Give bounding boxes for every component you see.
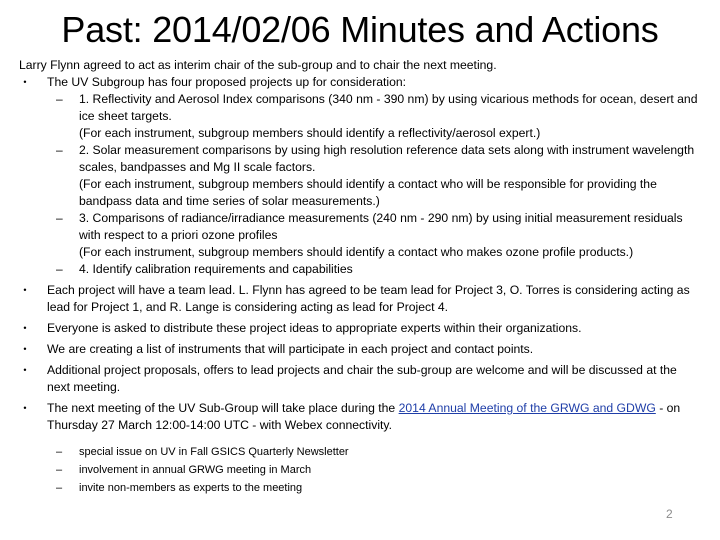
annual-meeting-link[interactable]: 2014 Annual Meeting of the GRWG and GDWG [398,401,656,415]
project-item [19,142,703,210]
bullet-text: Each project will have a team lead. L. Flynn has agreed to be team lead for Project 3, O. Torres is considering acting as lead for Project 1, and R. Lange is considering acting as lead for Project 4. [47,283,690,314]
sub-item [19,443,703,461]
dash-icon: – [56,92,63,106]
project-text: 4. Identify calibration requirements and capabilities [79,262,353,276]
project-note: (For each instrument, subgroup members should identify a contact who makes ozone profile products.) [79,245,634,259]
bullet-instruments [19,341,703,358]
sub-item-text: invite non-members as experts to the meeting [79,482,303,494]
sub-item [19,479,703,497]
project-note: (For each instrument, subgroup members should identify a contact who will be responsible for providing the bandpass data and time series of solar measurements.) [79,177,657,208]
bullet-dot-icon: • [23,344,27,354]
bullet-text: Additional project proposals, offers to lead projects and chair the sub-group are welcome and will be discussed at the next meeting. [47,363,677,394]
bullet-text-post: - on Thursday 27 March 12:00-14:00 UTC - with Webex connectivity. [47,401,681,432]
sub-item-text: special issue on UV in Fall GSICS Quarterly Newsletter [79,446,349,458]
bullet-dot-icon: • [23,323,27,333]
project-item [19,91,703,142]
dash-icon: – [56,446,63,458]
bullet-dot-icon: • [23,403,27,413]
bullet-text: The UV Subgroup has four proposed projects up for consideration: [47,75,407,89]
slide-body [19,57,703,497]
slide-title: Past: 2014/02/06 Minutes and Actions [61,9,659,50]
bullet-dot-icon: • [23,285,27,295]
bullet-proposals [19,362,703,396]
dash-icon: – [56,464,63,476]
dash-icon: – [56,262,63,276]
sub-item-text: involvement in annual GRWG meeting in March [79,464,312,476]
bullet-text: We are creating a list of instruments that will participate in each project and contact points. [47,342,534,356]
bullet-next-meeting [19,400,703,434]
bullet-dot-icon: • [23,365,27,375]
bullet-distribute [19,320,703,337]
sub-item [19,461,703,479]
project-text: 2. Solar measurement comparisons by using high resolution reference data sets along with instrument wavelength scales, bandpasses and Mg II scale factors. [79,143,695,174]
dash-icon: – [56,211,63,225]
dash-icon: – [56,143,63,157]
project-item [19,210,703,261]
bullet-text: Everyone is asked to distribute these project ideas to appropriate experts within their organizations. [47,321,582,335]
bullet-projects [19,74,703,91]
bullet-team-lead [19,282,703,316]
intro-text: Larry Flynn agreed to act as interim chair of the sub-group and to chair the next meeting. [19,58,497,72]
project-item [19,261,703,278]
project-note: (For each instrument, subgroup members should identify a reflectivity/aerosol expert.) [79,126,541,140]
bullet-text-pre: The next meeting of the UV Sub-Group will take place during the [47,401,399,415]
project-text: 1. Reflectivity and Aerosol Index comparisons (340 nm - 390 nm) by using vicarious methods for ocean, desert and ice sheet targets. [79,92,698,123]
dash-icon: – [56,482,63,494]
bullet-dot-icon: • [23,77,27,87]
page-number: 2 [666,507,673,521]
project-text: 3. Comparisons of radiance/irradiance measurements (240 nm - 290 nm) by using initial measurement residuals with respect to a priori ozone profiles [79,211,683,242]
